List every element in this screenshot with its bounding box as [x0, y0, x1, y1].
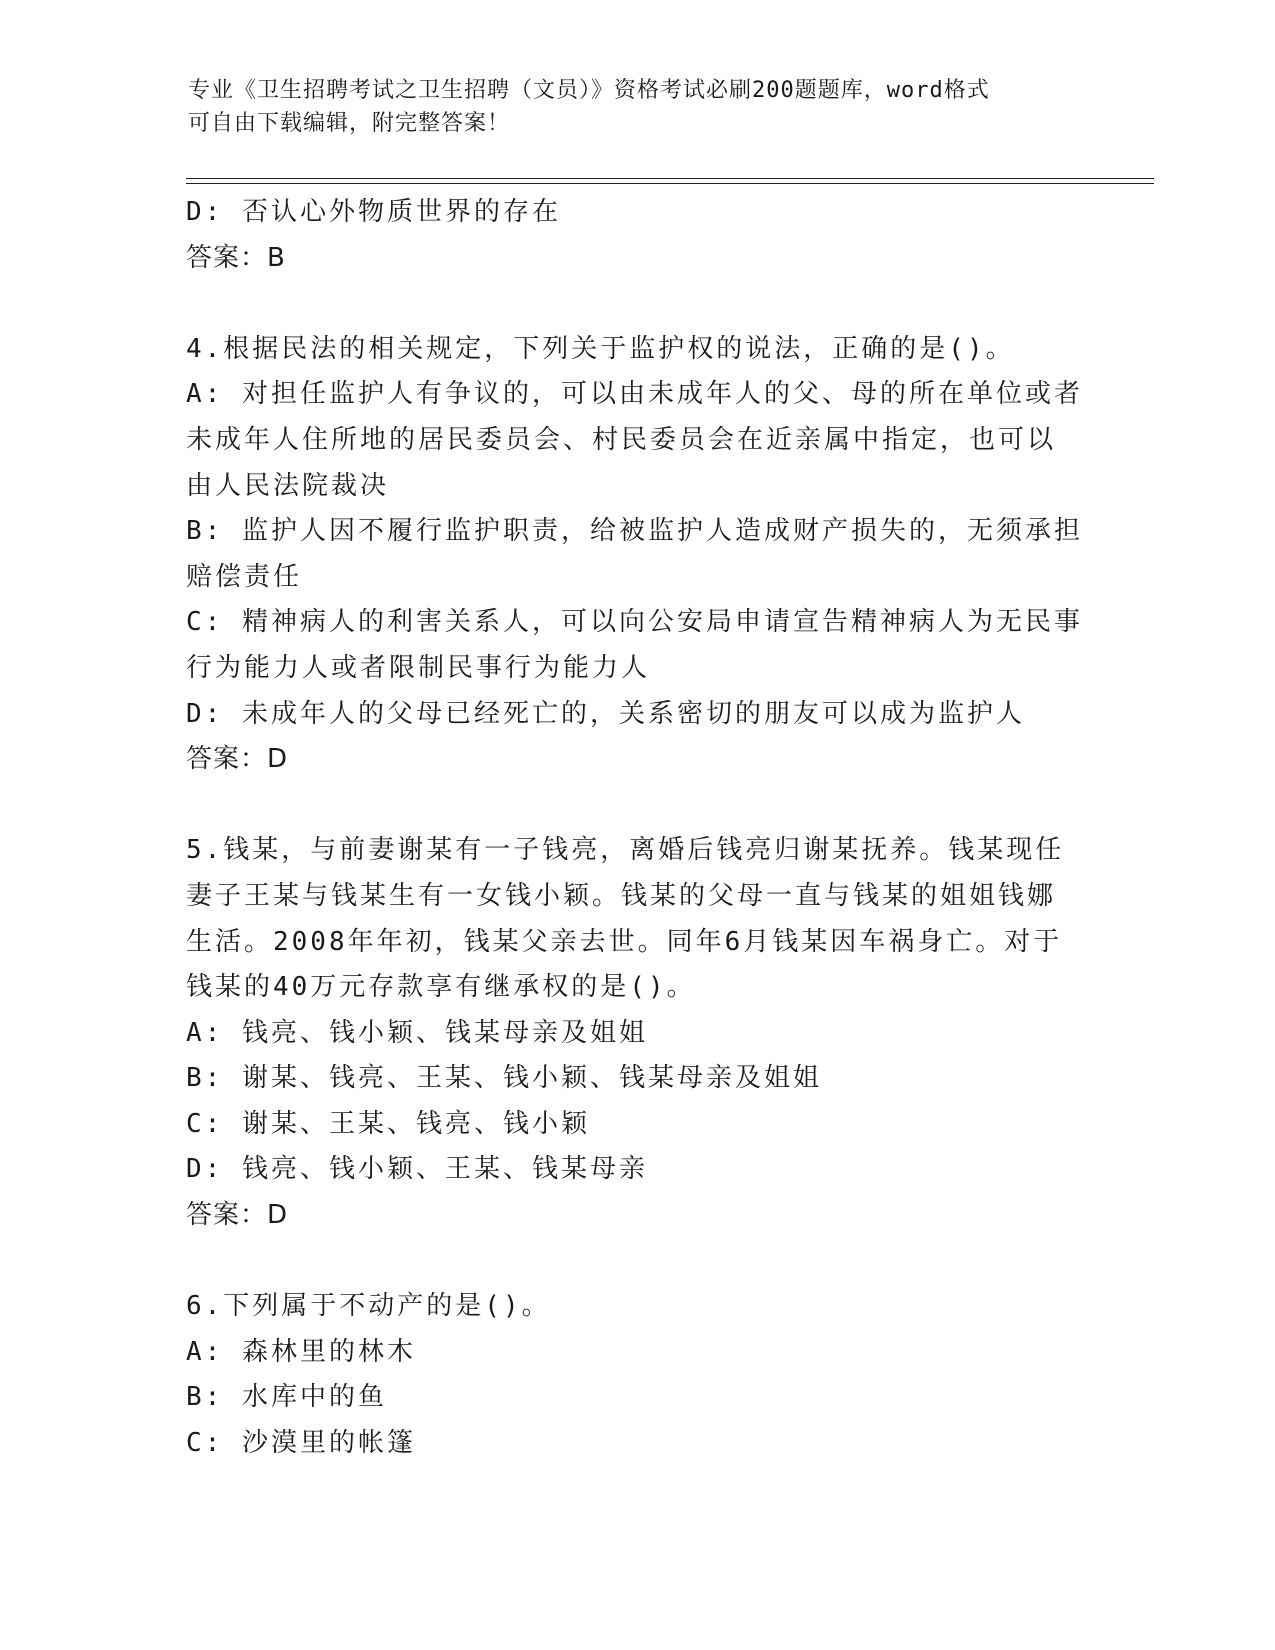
header-line-1: 专业《卫生招聘考试之卫生招聘（文员）》资格考试必刷200题题库，word格式 [188, 78, 990, 103]
spacer [186, 783, 1086, 829]
option-c-line-1: C: 精神病人的利害关系人，可以向公安局申请宣告精神病人为无民事 [186, 607, 1083, 638]
option-d: D: 否认心外物质世界的存在 [186, 197, 561, 227]
question-stem-line-1: 5.钱某，与前妻谢某有一子钱亮，离婚后钱亮归谢某抚养。钱某现任 [186, 835, 1065, 866]
option-d: D: 钱亮、钱小颖、王某、钱某母亲 [186, 1154, 648, 1185]
question-6 [186, 1284, 1086, 1466]
option-b: B: 水库中的鱼 [186, 1382, 387, 1413]
header-line-2: 可自由下载编辑，附完整答案！ [188, 111, 511, 136]
header-divider-top [186, 178, 1154, 179]
option-a-line-2: 未成年人住所地的居民委员会、村民委员会在近亲属中指定，也可以 [186, 424, 1057, 455]
question-stem: 4.根据民法的相关规定，下列关于监护权的说法，正确的是()。 [186, 333, 1015, 364]
option-a: A: 钱亮、钱小颖、钱某母亲及姐姐 [186, 1017, 648, 1048]
option-c: C: 沙漠里的帐篷 [186, 1428, 416, 1459]
option-b-line-1: B: 监护人因不履行监护职责，给被监护人造成财产损失的，无须承担 [186, 516, 1083, 547]
question-stem-line-4: 钱某的40万元存款享有继承权的是()。 [186, 972, 696, 1003]
document-header [188, 74, 1068, 140]
option-c: C: 谢某、王某、钱亮、钱小颖 [186, 1108, 590, 1139]
option-a-line-3: 由人民法院裁决 [186, 470, 390, 501]
question-list [186, 190, 1086, 1467]
question-stem-line-2: 妻子王某与钱某生有一女钱小颖。钱某的父母一直与钱某的姐姐钱娜 [186, 880, 1057, 911]
answer-line: 答案：B [186, 242, 286, 273]
answer-line: 答案：D [186, 1200, 289, 1231]
option-b-line-2: 赔偿责任 [186, 561, 303, 592]
question-stem-line-3: 生活。2008年年初，钱某父亲去世。同年6月钱某因车祸身亡。对于 [186, 926, 1063, 957]
option-d: D: 未成年人的父母已经死亡的，关系密切的朋友可以成为监护人 [186, 698, 1025, 729]
question-stem: 6.下列属于不动产的是()。 [186, 1291, 551, 1322]
option-a: A: 森林里的林木 [186, 1336, 416, 1367]
header-divider-bottom [186, 183, 1154, 184]
option-c-line-2: 行为能力人或者限制民事行为能力人 [186, 652, 651, 683]
option-a-line-1: A: 对担任监护人有争议的，可以由未成年人的父、母的所在单位或者 [186, 379, 1083, 410]
question-3-tail [186, 190, 1086, 281]
spacer [186, 281, 1086, 327]
spacer [186, 1239, 1086, 1285]
answer-line: 答案：D [186, 744, 289, 775]
question-5 [186, 828, 1086, 1238]
question-4 [186, 327, 1086, 783]
option-b: B: 谢某、钱亮、王某、钱小颖、钱某母亲及姐姐 [186, 1063, 822, 1094]
